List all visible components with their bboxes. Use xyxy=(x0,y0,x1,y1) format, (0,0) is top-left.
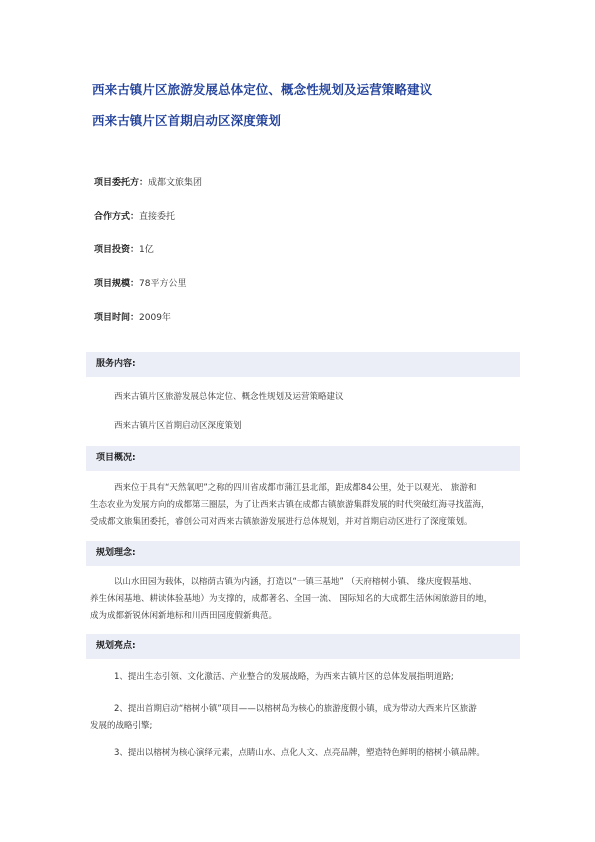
meta-row-scale xyxy=(94,276,186,289)
overview-line: 西来位于具有“天然氧吧”之称的四川省成都市蒲江县北部，距成都84公里，处于以观光、 旅游和 xyxy=(114,483,477,493)
meta-label: 项目时间： xyxy=(94,313,140,323)
meta-row-client xyxy=(94,175,202,188)
service-line: 西来古镇片区旅游发展总体定位、概念性规划及运营策略建议 xyxy=(114,392,344,402)
meta-value: 1亿 xyxy=(139,245,154,255)
section-heading-highlights: 规划亮点: xyxy=(86,634,520,659)
meta-value: 2009年 xyxy=(139,313,171,323)
document-subtitle: 西来古镇片区首期启动区深度策划 xyxy=(92,113,282,128)
meta-label: 项目规模： xyxy=(94,279,140,289)
concept-line: 养生休闲基地、耕读体验基地）为支撑的，成都著名、全国一流、 国际知名的大成都生活休闲旅游目的地， xyxy=(90,594,493,604)
service-line: 西来古镇片区首期启动区深度策划 xyxy=(114,421,242,431)
highlight-item: 2、提出首期启动“榕树小镇”项目——以榕树岛为核心的旅游度假小镇，成为带动大西来片区旅游 xyxy=(114,704,477,714)
section-heading-overview: 项目概况: xyxy=(86,446,520,471)
meta-value: 直接委托 xyxy=(139,212,176,222)
highlight-item-continued: 发展的战略引擎; xyxy=(90,721,153,731)
overview-line: 生态农业为发展方向的成都第三圈层，为了让西来古镇在成都古镇旅游集群发展的时代突破红海寻找蓝海， xyxy=(90,500,490,510)
meta-label: 项目委托方： xyxy=(94,178,149,188)
overview-line: 受成都文旅集团委托，睿创公司对西来古镇旅游发展进行总体规划，并对首期启动区进行了深度策划。 xyxy=(90,517,473,527)
meta-value: 78平方公里 xyxy=(139,279,187,289)
meta-row-cooperation xyxy=(94,209,175,222)
highlight-item: 1、提出生态引领、文化激活、产业整合的发展战略，为西来古镇片区的总体发展指明道路; xyxy=(114,672,454,682)
concept-line: 以山水田园为载体，以榕荫古镇为内涵，打造以“一镇三基地” （天府榕树小镇、 缘庆度假基地、 xyxy=(114,577,477,587)
meta-row-time xyxy=(94,310,171,323)
section-heading-concept: 规划理念: xyxy=(86,541,520,566)
meta-value: 成都文旅集团 xyxy=(148,178,203,188)
meta-row-investment xyxy=(94,242,154,255)
meta-label: 合作方式： xyxy=(94,212,140,222)
concept-line: 成为成都新锐休闲新地标和川西田园度假新典范。 xyxy=(90,611,278,621)
section-heading-service: 服务内容: xyxy=(86,352,520,377)
document-title: 西来古镇片区旅游发展总体定位、概念性规划及运营策略建议 xyxy=(92,82,433,97)
meta-label: 项目投资： xyxy=(94,245,140,255)
highlight-item: 3、提出以榕树为核心演绎元素，点睛山水、点化人文、点亮品牌，塑造特色鲜明的榕树小镇品牌。 xyxy=(114,748,485,758)
